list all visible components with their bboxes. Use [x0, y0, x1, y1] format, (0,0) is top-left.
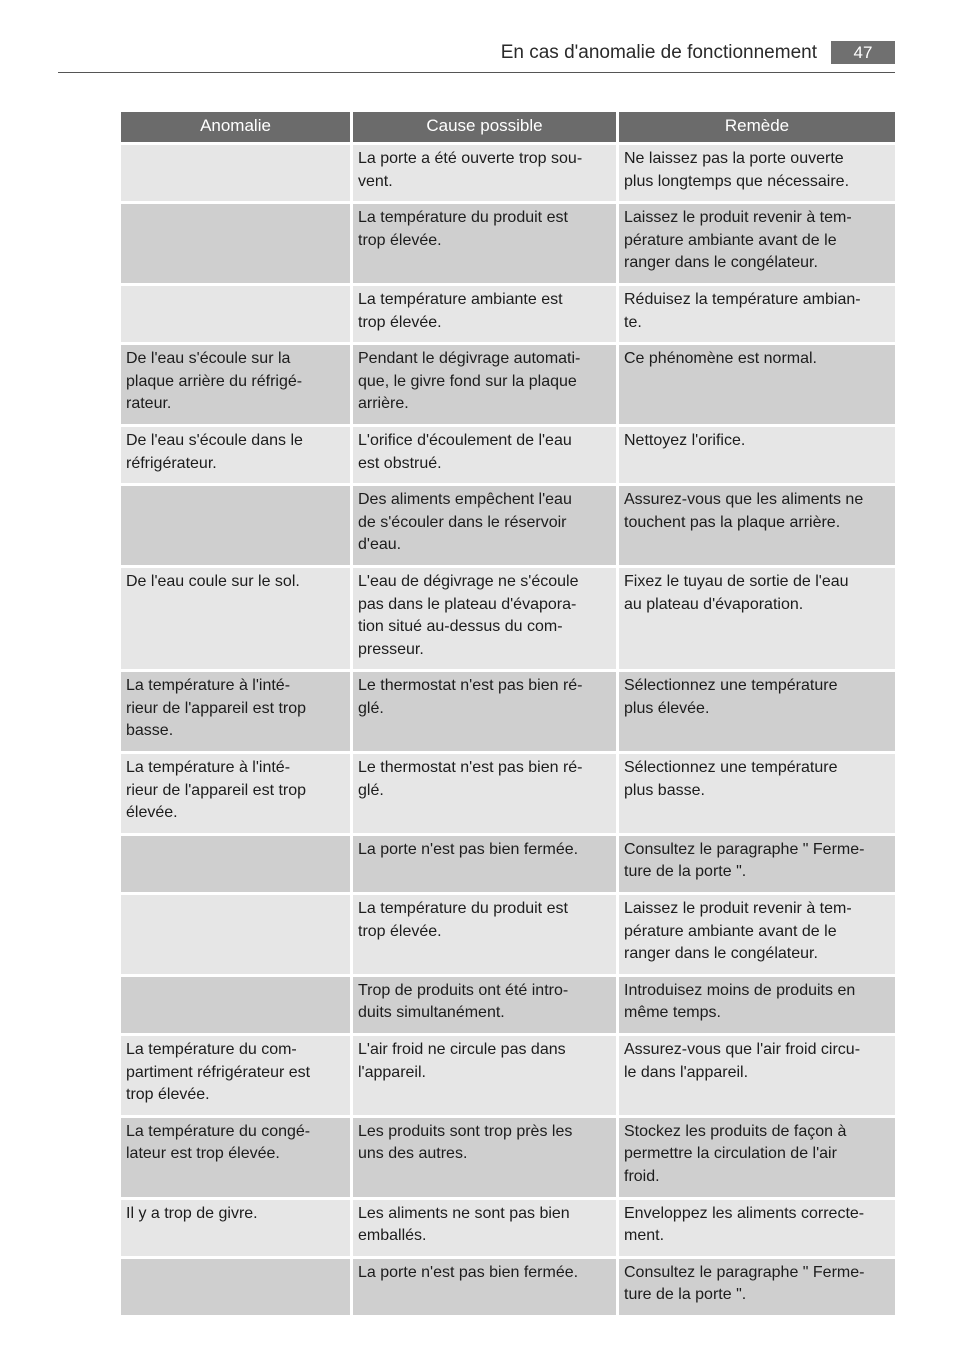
table-row	[121, 1259, 895, 1318]
cause-cell: L'orifice d'écoulement de l'eau est obstrué.	[353, 427, 619, 486]
cause-cell: La porte n'est pas bien fermée.	[353, 1259, 619, 1318]
remedy-cell: Laissez le produit revenir à tem- pérature ambiante avant de le ranger dans le congélateur.	[619, 895, 895, 977]
table-row	[121, 286, 895, 345]
anomaly-cell	[121, 1259, 353, 1318]
column-header-remedy: Remède	[619, 112, 895, 145]
remedy-cell: Laissez le produit revenir à tem- pérature ambiante avant de le ranger dans le congélateur.	[619, 204, 895, 286]
anomaly-cell	[121, 286, 353, 345]
anomaly-cell	[121, 895, 353, 977]
page-number: 47	[831, 41, 895, 64]
page-header	[58, 40, 895, 73]
column-header-anomaly: Anomalie	[121, 112, 353, 145]
cause-cell: La porte n'est pas bien fermée.	[353, 836, 619, 895]
anomaly-cell	[121, 977, 353, 1036]
table-row	[121, 754, 895, 836]
remedy-cell: Nettoyez l'orifice.	[619, 427, 895, 486]
cause-cell: La température du produit est trop élevée.	[353, 895, 619, 977]
cause-cell: L'eau de dégivrage ne s'écoule pas dans le plateau d'évapora- tion situé au-dessus du com- presseur.	[353, 568, 619, 672]
cause-cell: La température du produit est trop élevée.	[353, 204, 619, 286]
table-row	[121, 1118, 895, 1200]
table-row	[121, 1036, 895, 1118]
anomaly-cell: De l'eau s'écoule sur la plaque arrière du réfrigé- rateur.	[121, 345, 353, 427]
column-header-cause: Cause possible	[353, 112, 619, 145]
cause-cell: Le thermostat n'est pas bien ré- glé.	[353, 672, 619, 754]
table-row	[121, 204, 895, 286]
anomaly-cell: La température à l'inté- rieur de l'appareil est trop basse.	[121, 672, 353, 754]
remedy-cell: Fixez le tuyau de sortie de l'eau au plateau d'évaporation.	[619, 568, 895, 672]
table-row	[121, 345, 895, 427]
anomaly-cell	[121, 486, 353, 568]
cause-cell: La température ambiante est trop élevée.	[353, 286, 619, 345]
anomaly-cell: De l'eau coule sur le sol.	[121, 568, 353, 672]
anomaly-cell	[121, 204, 353, 286]
table-row	[121, 672, 895, 754]
remedy-cell: Ce phénomène est normal.	[619, 345, 895, 427]
cause-cell: La porte a été ouverte trop sou- vent.	[353, 145, 619, 204]
table-row	[121, 568, 895, 672]
table-row	[121, 486, 895, 568]
cause-cell: Des aliments empêchent l'eau de s'écouler dans le réservoir d'eau.	[353, 486, 619, 568]
cause-cell: Le thermostat n'est pas bien ré- glé.	[353, 754, 619, 836]
table-row	[121, 145, 895, 204]
table-row	[121, 1200, 895, 1259]
cause-cell: Les aliments ne sont pas bien emballés.	[353, 1200, 619, 1259]
troubleshooting-table	[121, 112, 895, 1318]
remedy-cell: Enveloppez les aliments correcte- ment.	[619, 1200, 895, 1259]
remedy-cell: Réduisez la température ambian- te.	[619, 286, 895, 345]
table-row	[121, 895, 895, 977]
table-row	[121, 977, 895, 1036]
cause-cell: Pendant le dégivrage automati- que, le givre fond sur la plaque arrière.	[353, 345, 619, 427]
table-row	[121, 427, 895, 486]
remedy-cell: Stockez les produits de façon à permettre la circulation de l'air froid.	[619, 1118, 895, 1200]
cause-cell: Trop de produits ont été intro- duits simultanément.	[353, 977, 619, 1036]
table-header-row	[121, 112, 895, 145]
table-row	[121, 836, 895, 895]
cause-cell: Les produits sont trop près les uns des autres.	[353, 1118, 619, 1200]
section-title: En cas d'anomalie de fonctionnement	[500, 42, 817, 63]
anomaly-cell	[121, 836, 353, 895]
anomaly-cell: La température du congé- lateur est trop élevée.	[121, 1118, 353, 1200]
table-body	[121, 145, 895, 1318]
remedy-cell: Consultez le paragraphe " Ferme- ture de la porte ".	[619, 836, 895, 895]
anomaly-cell: La température à l'inté- rieur de l'appareil est trop élevée.	[121, 754, 353, 836]
remedy-cell: Consultez le paragraphe " Ferme- ture de la porte ".	[619, 1259, 895, 1318]
remedy-cell: Sélectionnez une température plus élevée.	[619, 672, 895, 754]
anomaly-cell	[121, 145, 353, 204]
remedy-cell: Assurez-vous que les aliments ne touchent pas la plaque arrière.	[619, 486, 895, 568]
anomaly-cell: Il y a trop de givre.	[121, 1200, 353, 1259]
anomaly-cell: La température du com- partiment réfrigérateur est trop élevée.	[121, 1036, 353, 1118]
remedy-cell: Introduisez moins de produits en même temps.	[619, 977, 895, 1036]
cause-cell: L'air froid ne circule pas dans l'appareil.	[353, 1036, 619, 1118]
remedy-cell: Sélectionnez une température plus basse.	[619, 754, 895, 836]
remedy-cell: Assurez-vous que l'air froid circu- le dans l'appareil.	[619, 1036, 895, 1118]
anomaly-cell: De l'eau s'écoule dans le réfrigérateur.	[121, 427, 353, 486]
remedy-cell: Ne laissez pas la porte ouverte plus longtemps que nécessaire.	[619, 145, 895, 204]
